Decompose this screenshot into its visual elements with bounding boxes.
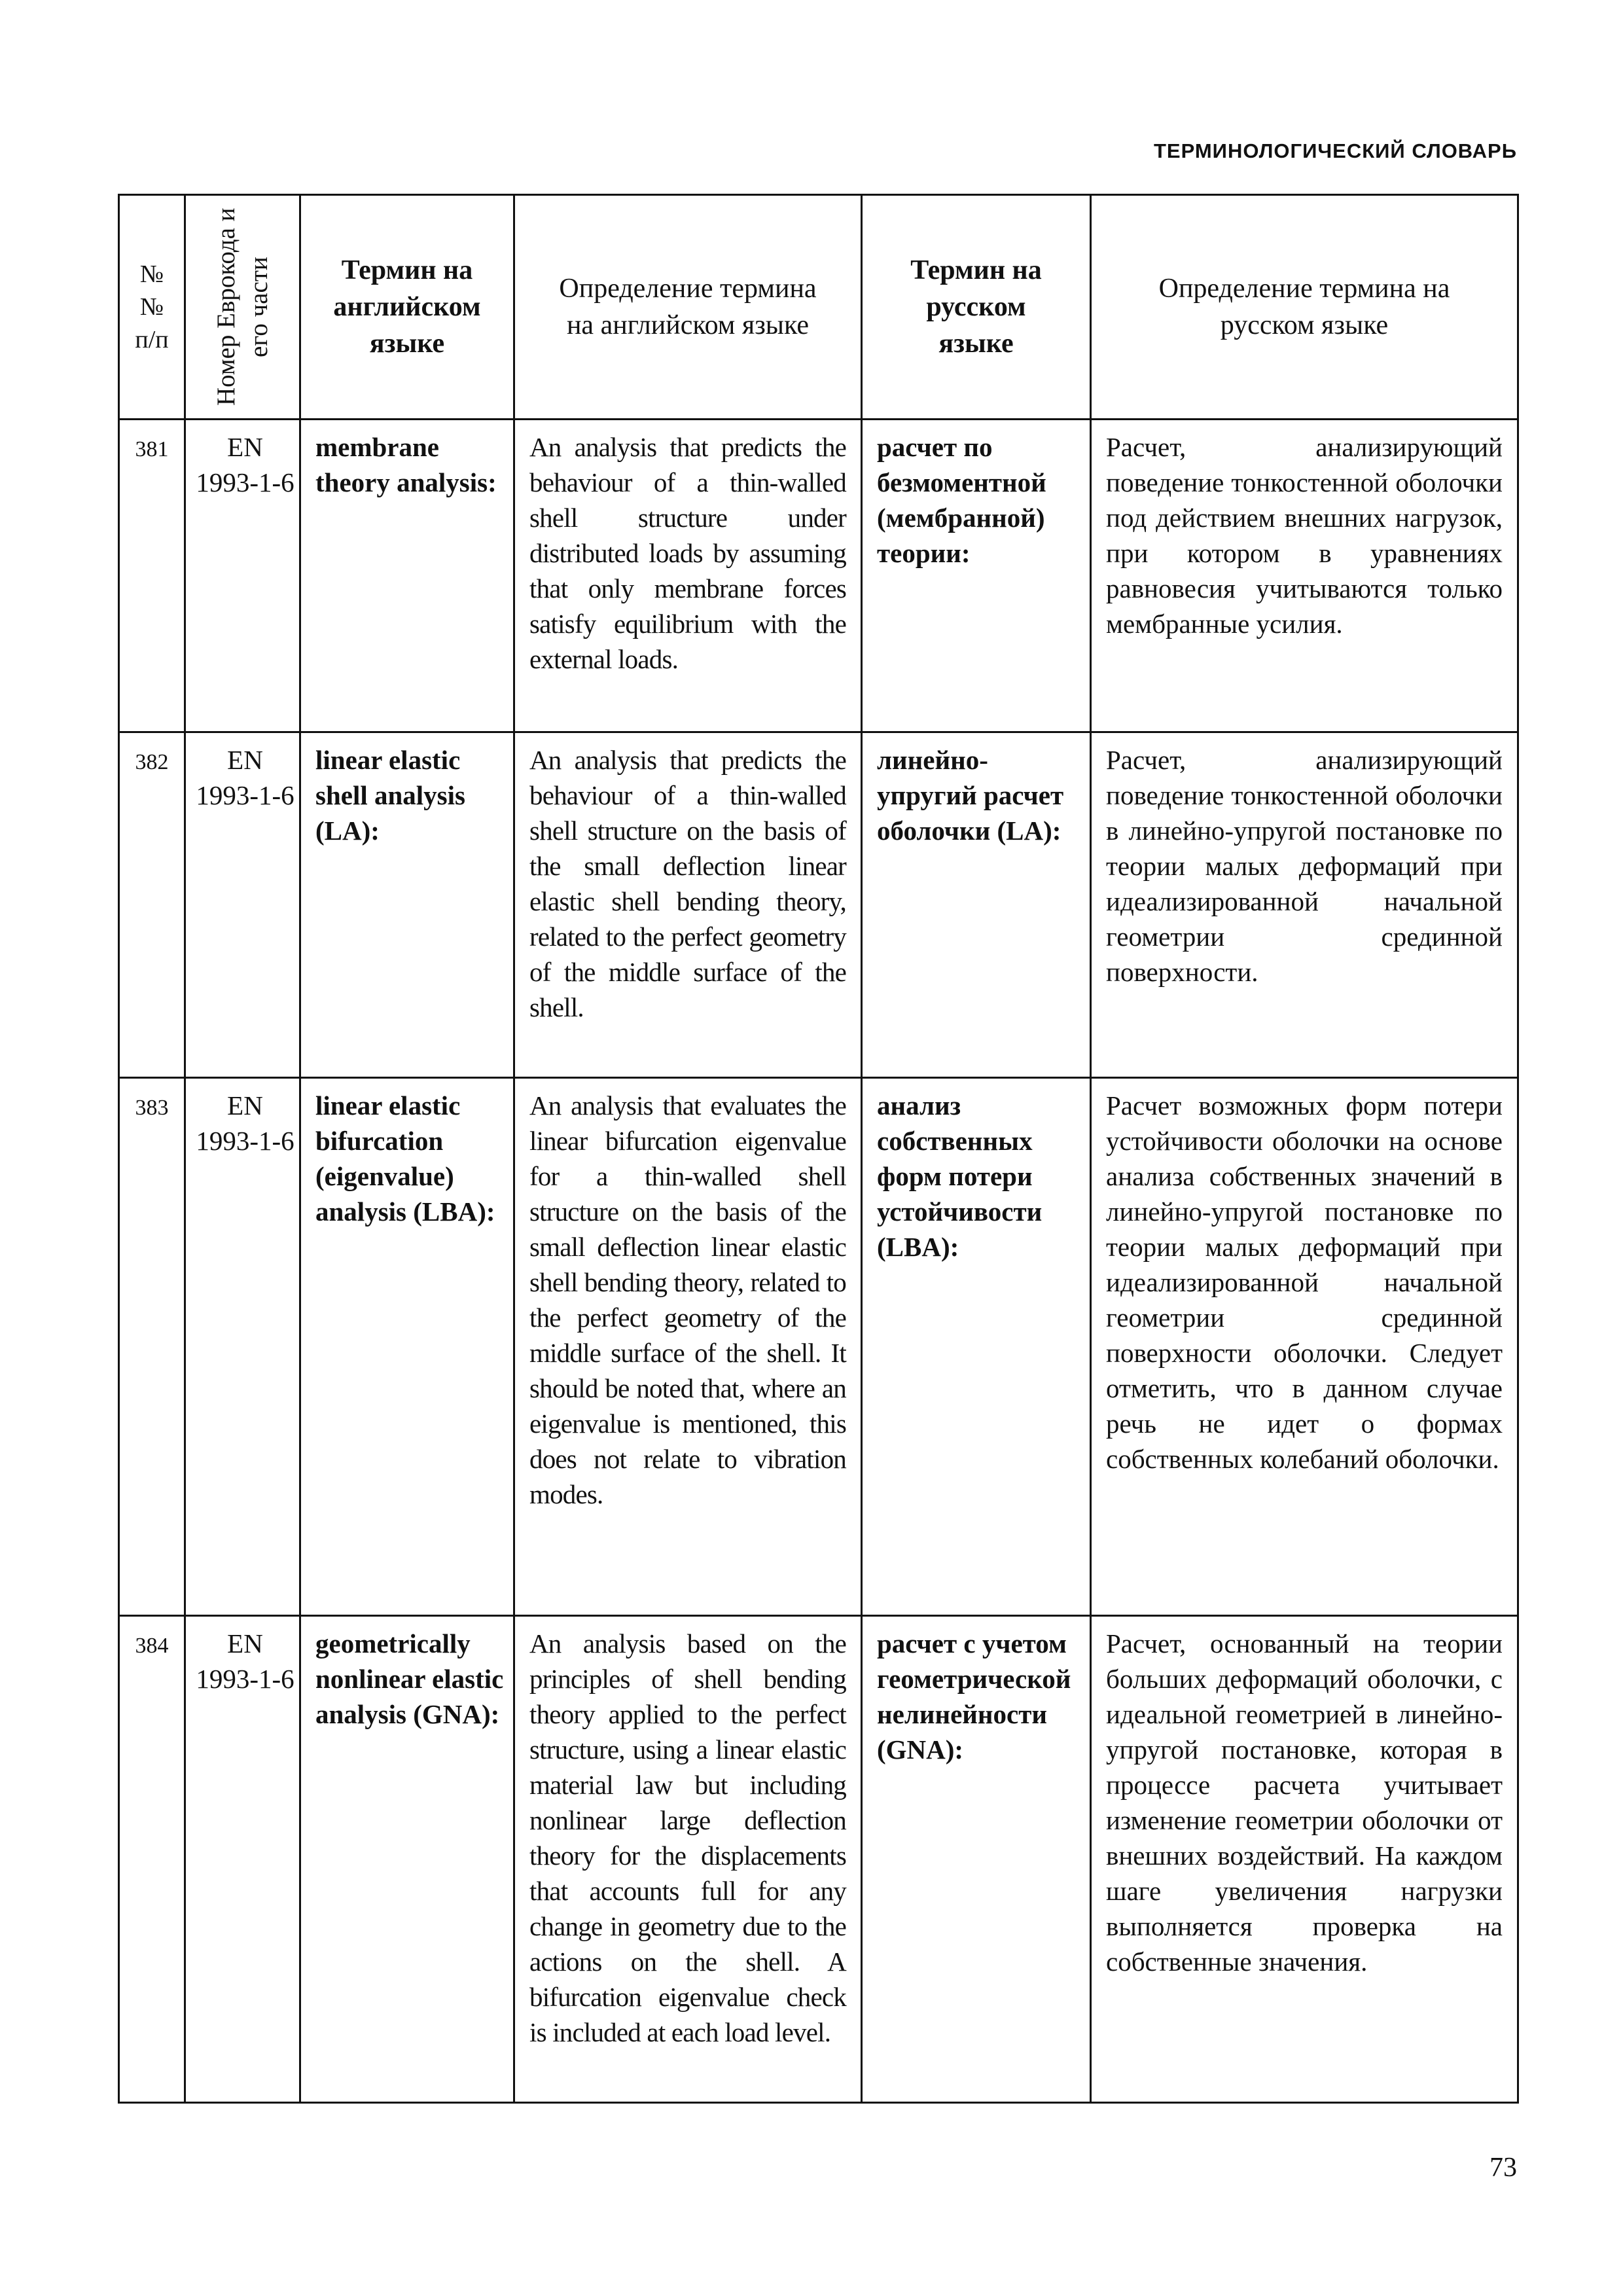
- row-term-en: linear elastic bifurcation (eigenvalue) analysis (LBA):: [300, 1078, 514, 1616]
- row-term-en: membrane theory analysis:: [300, 420, 514, 732]
- table-row: [119, 1616, 1518, 2103]
- header-num-label: №№ п/п: [135, 260, 169, 353]
- table-row: [119, 732, 1518, 1078]
- header-term-ru-label: Термин на русском языке: [910, 255, 1042, 359]
- row-term-en: geometrically nonlinear elastic analysis (GNA):: [300, 1616, 514, 2103]
- header-eurocode-label: Номер Еврокода и его части: [211, 207, 273, 406]
- row-def-ru: Расчет, анализирующий поведение тонкостенной оболочки в линейно-упругой постановке по теории малых деформаций при идеализированной начальной геометрии срединной поверхности.: [1091, 732, 1518, 1078]
- header-def-en: [514, 195, 862, 420]
- row-eurocode: EN 1993-1-6: [185, 732, 300, 1078]
- row-term-ru: расчет с учетом геометрической нелинейности (GNA):: [862, 1616, 1091, 2103]
- header-def-ru: [1091, 195, 1518, 420]
- header-def-ru-label: Определение термина на русском языке: [1158, 274, 1450, 340]
- table-row: [119, 420, 1518, 732]
- row-def-en: An analysis that predicts the behaviour of a thin-walled shell structure under distributed loads by assuming that only membrane forces satisfy equilibrium with the external loads.: [514, 420, 862, 732]
- header-def-en-label: Определение термина на английском языке: [559, 274, 817, 340]
- row-term-ru: линейно-упругий расчет оболочки (LA):: [862, 732, 1091, 1078]
- header-num: [119, 195, 185, 420]
- row-term-en: linear elastic shell analysis (LA):: [300, 732, 514, 1078]
- table-header-row: [119, 195, 1518, 420]
- row-def-ru: Расчет, анализирующий поведение тонкостенной оболочки под действием внешних нагрузок, при котором в уравнениях равновесия учитываются только мембранные усилия.: [1091, 420, 1518, 732]
- header-eurocode: [185, 195, 300, 420]
- page-number: 73: [1489, 2153, 1517, 2183]
- row-term-ru: анализ собственных форм потери устойчивости (LBA):: [862, 1078, 1091, 1616]
- row-def-en: An analysis that evaluates the linear bifurcation eigenvalue for a thin-walled shell structure on the basis of the small deflection linear elastic shell bending theory, related to the perfect geometry of the middle surface of the shell. It should be noted that, where an eigenvalue is mentioned, this does not relate to vibration modes.: [514, 1078, 862, 1616]
- header-term-en-label: Термин на английском языке: [333, 255, 481, 359]
- row-def-ru: Расчет возможных форм потери устойчивости оболочки на основе анализа собственных значений в линейно-упругой постановке по теории малых деформаций при идеализированной начальной геометрии срединной поверхности оболочки. Следует отметить, что в данном случае речь не идет о формах собственных колебаний оболочки.: [1091, 1078, 1518, 1616]
- row-num: 384: [119, 1616, 185, 2103]
- row-num: 383: [119, 1078, 185, 1616]
- terminology-table: [118, 194, 1519, 2104]
- running-header: ТЕРМИНОЛОГИЧЕСКИЙ СЛОВАРЬ: [1153, 139, 1517, 162]
- header-term-en: [300, 195, 514, 420]
- row-eurocode: EN 1993-1-6: [185, 1078, 300, 1616]
- table-row: [119, 1078, 1518, 1616]
- row-num: 382: [119, 732, 185, 1078]
- row-num: 381: [119, 420, 185, 732]
- row-def-en: An analysis based on the principles of shell bending theory applied to the perfect structure, using a linear elastic material law but including nonlinear large deflection theory for the displacements that accounts full for any change in geometry due to the actions on the shell. A bifurcation eigenvalue check is included at each load level.: [514, 1616, 862, 2103]
- row-def-ru: Расчет, основанный на теории больших деформаций оболочки, с идеальной геометрией в линейно-упругой постановке, которая в процессе расчета учитывает изменение геометрии оболочки от внешних воздействий. На каждом шаге увеличения нагрузки выполняется проверка на собственные значения.: [1091, 1616, 1518, 2103]
- row-def-en: An analysis that predicts the behaviour of a thin-walled shell structure on the basis of the small deflection linear elastic shell bending theory, related to the perfect geometry of the middle surface of the shell.: [514, 732, 862, 1078]
- row-eurocode: EN 1993-1-6: [185, 420, 300, 732]
- row-term-ru: расчет по безмоментной (мембранной) теории:: [862, 420, 1091, 732]
- header-term-ru: [862, 195, 1091, 420]
- row-eurocode: EN 1993-1-6: [185, 1616, 300, 2103]
